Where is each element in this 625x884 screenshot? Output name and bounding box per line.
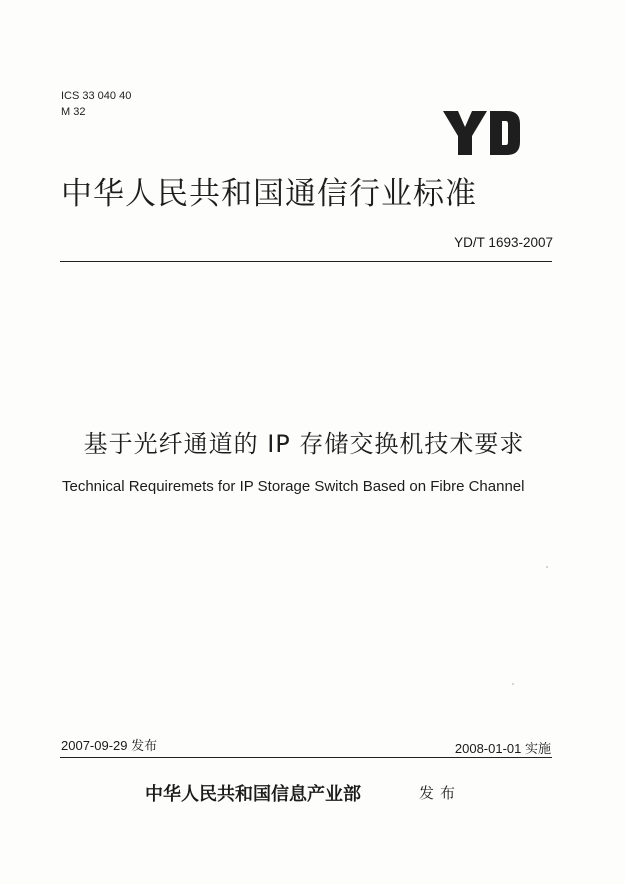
- standard-title: 中华人民共和国通信行业标准: [61, 176, 477, 212]
- paper-speck: [546, 566, 548, 568]
- implement-date: 2008-01-01 实施: [454, 741, 551, 756]
- standard-code: YD/T 1693-2007: [454, 235, 553, 250]
- issuing-authority: 中华人民共和国信息产业部: [145, 784, 361, 805]
- document-title-chinese: 基于光纤通道的 IP 存储交换机技术要求: [83, 430, 525, 458]
- publish-date: 2007-09-29 发布: [61, 738, 158, 753]
- issuing-action: 发布: [419, 784, 462, 802]
- header-divider: [60, 261, 552, 262]
- ics-code: ICS 33 040 40: [61, 90, 132, 102]
- classification-block: [61, 88, 131, 120]
- classification-code: M 32: [61, 106, 86, 118]
- footer-divider: [60, 757, 552, 758]
- paper-speck: [512, 683, 514, 685]
- yd-logo: [441, 108, 521, 158]
- document-title-english: Technical Requiremets for IP Storage Switch Based on Fibre Channel: [62, 478, 525, 495]
